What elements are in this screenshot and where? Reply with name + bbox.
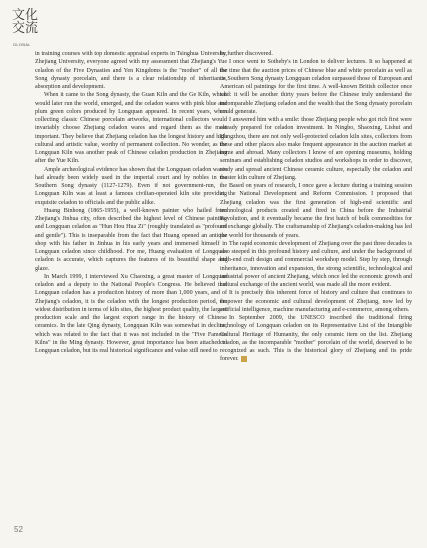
paragraph-final-text: In September 2009, the UNESCO inscribed the traditional firing technology of Longquan celadon on its Representative List of the Intangible Cultural Heritage of Humanity, the only ceramic item on the list. Zhejiang celadon, as the incomparable "mother" porcelain of the world, deserved to be recognized as such. This is the historical glory of Zhejiang and its pride forever. [220, 315, 412, 363]
paragraph: Huang Binhong (1865-1955), a well-known painter who hailed from Zhejiang's Jinhua city, often described the highest level of Chinese painting and Longquan celadon as "Hun Hou Hua Zi" (roughly translated as "profound and gentle"). This is inseparable from the fact that Huang opened an antique shop with his father in Jinhua in his early years and immersed himself in Longquan celadon since childhood. For me, Huang evaluation of Longquan celadon is accurate, which captures the features of its beautiful shape and glaze. [35, 207, 227, 272]
left-column [35, 50, 227, 355]
paragraph: I answered him with a smile: those Zhejiang people who got rich first were already prepared for celadon investment. In Ningbo, Shaoxing, Lishui and Hangzhou, there are not only well-protected celadon kiln sites, collectors from these and other places also make frequent appearance in the auction market at home and abroad. Many collectors I know of are opening museums, holding seminars and establishing celadon studios and workshops in order to discover, study and spread ancient Chinese ceramic culture, especially the celadon and master kiln culture of Zhejiang. [220, 117, 412, 181]
paragraph: The rapid economic development of Zhejiang over the past three decades is also steeped in this profound history and culture, and under the background of high-end craft design and commercial workshop model. Step by step, through inheritance, innovation and expansion, the strong scientific, technological and industrial power of ancient Zhejiang, which once led the economic growth and cultural exchange of the ancient world, was made all the more evident. [220, 240, 412, 288]
paragraph: Ample archeological evidence has shown that the Longquan celadon wares had already been widely used in the imperial court and by nobles in the Southern Song dynasty (1127-1279). Even if not government-run, the Longquan Kiln was at least a famous civilian-operated kiln site providing exquisite celadon to officials and the public alike. [35, 166, 227, 206]
paragraph: I once went to Sotheby's in London to deliver lectures. It so happened at the time that the auction prices of Chinese blue and white porcelain as well as its Southern Song dynasty Longquan celadon surpassed those of European and American oil paintings for the first time. A well-known British collector once said: it will be another thirty years before the Chinese truly understand the incomparable Zhejiang celadon and the wealth that the Song dynasty porcelain could generate. [220, 59, 412, 115]
paragraph-final [220, 314, 412, 364]
end-mark-icon [241, 356, 247, 362]
page-number: 52 [14, 525, 23, 534]
paragraph: be further discovered. [220, 51, 273, 57]
paragraph: in training courses with top domestic appraisal experts in Tsinghua University, Zhejiang University, everyone agreed with my assessment that Zhejiang's Yue celadon of the Five Dynasties and Yen Kingdoms is the "mother" of all the Song dynasty porcelain, and there is a clear relationship of inheritance, absorption and development. [35, 51, 227, 90]
magazine-logo [12, 8, 52, 48]
logo-subtitle: GLOBAL [13, 42, 31, 47]
paragraph: Based on years of research, I once gave a lecture during a training session at the National Development and Reform Commission. I proposed that Zhejiang celadon was the first generation of high-end scientific and technological products created and fired in China before the Industrial Revolution, and it eventually became the first batch of bulk commodities for art exchange globally. The craftsmanship of Zhejiang's celadon-making has led the world for thousands of years. [220, 183, 412, 239]
paragraph: In March 1999, I interviewed Xu Chaoxing, a great master of Longquan celadon and a deputy to the National People's Congress. He believed that Longquan celadon has a production history of more than 1,000 years, and of Zhejiang's celadon, it is the celadon with the longest production period, the widest distribution in terms of kiln sites, the highest product quality, the largest production scale and the largest export range in the history of Chinese ceramics. In the late Qing dynasty, Longquan Kiln was somewhat in decline, which was related to the fact that it was not included in the "Five Famous Kilns" in the Ming dynasty. However, great importance has been attached to Longquan celadon, but its real historical significance and value still need to [35, 273, 227, 354]
right-column [220, 50, 412, 364]
logo-chars: 文化 交流 [12, 7, 39, 35]
paragraph: When it came to the Song dynasty, the Guan Kiln and the Ge Kiln, which would later run the world, emerged, and the celadon wares with pink blue and plum green colors produced by Longquan appeared. In recent years, when collecting classic Chinese porcelain artworks, international collectors would invariably choose Zhejiang celadon wares and regard them as the most important. They believe that Zhejiang celadon has the longest history and high cultural and artistic value, worthy of permanent collection. No wonder, as the Longquan Kiln was another peak of Chinese celadon production in Zhejiang after the Yue Kiln. [35, 92, 227, 165]
paragraph: It is precisely this inherent force of history and culture that continues to empower the economic and cultural development of Zhejiang, now led by artificial intelligence, machine manufacturing and e-commerce, among others. [220, 290, 412, 313]
